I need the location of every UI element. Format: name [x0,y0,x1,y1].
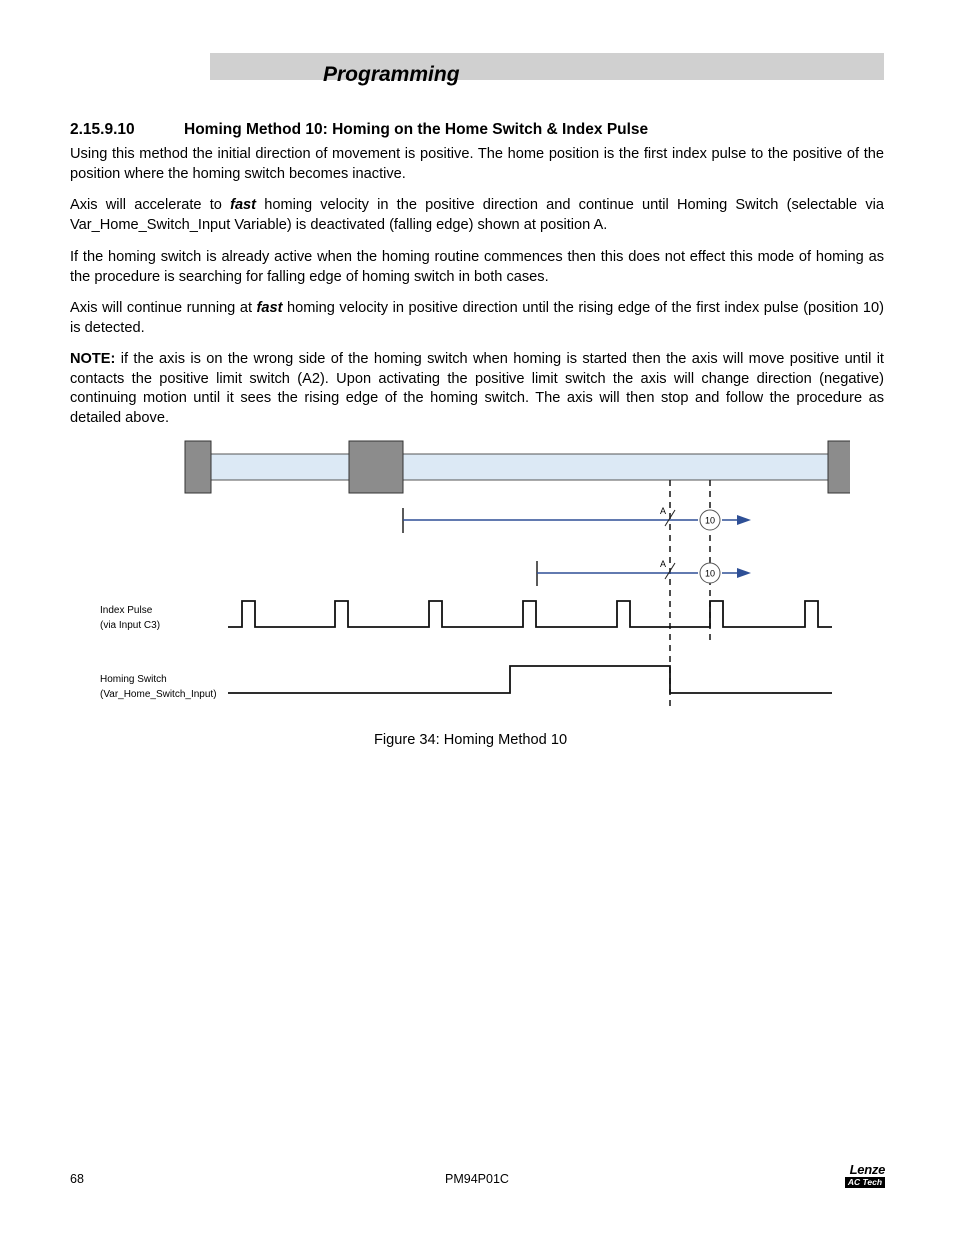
page-number: 68 [70,1172,84,1186]
note-label: NOTE: [70,351,116,367]
index-pulse-label-line-2: (via Input C3) [100,620,161,631]
paragraph-4-text-a: Axis will continue running at [70,300,257,316]
homing-diagram [90,432,850,712]
motion-path-2-marker-a: A [660,559,667,569]
motion-path-2-marker-10: 10 [704,568,716,579]
paragraph-2-emphasis: fast [230,197,257,213]
section-heading [70,121,884,139]
negative-limit-switch-block [185,441,211,493]
document-id: PM94P01C [445,1172,509,1186]
motion-path-2-slash [665,563,675,579]
home-switch-block [349,441,403,493]
motion-path-1-marker-10: 10 [704,515,716,526]
index-pulse-waveform [228,601,832,627]
lenze-logo [843,1163,885,1188]
homing-switch-waveform [228,666,832,693]
note-paragraph [70,350,884,428]
index-pulse-label-line-1: Index Pulse [100,605,153,616]
section-number: 2.15.9.10 [70,121,135,138]
paragraph-4-emphasis: fast [256,300,283,316]
paragraph-1: Using this method the initial direction of movement is positive. The home position is the first index pulse to the positive of the position where the homing switch becomes inactive. [70,146,884,182]
homing-switch-label-line-2: (Var_Home_Switch_Input) [100,689,217,700]
motion-path-1-arrowhead [737,515,751,525]
paragraph-2 [70,196,884,235]
paragraph-4 [70,299,884,338]
homing-switch-label-line-1: Homing Switch [100,674,167,685]
logo-wordmark: Lenze [849,1162,885,1177]
header-bar [210,53,884,80]
page-title: Programming [323,63,460,86]
section-title: Homing Method 10: Homing on the Home Switch & Index Pulse [184,121,649,138]
paragraph-2-text-b: homing velocity in the positive direction and continue until Homing Switch (selectable via Var_Home_Switch_Input Variable) is deactivated (falling edge) shown at position A. [70,197,885,233]
positive-limit-switch-block [828,441,850,493]
figure-caption: Figure 34: Homing Method 10 [374,732,568,748]
travel-rail [210,454,830,480]
motion-path-1-slash [665,510,675,526]
paragraph-2-text-a: Axis will accelerate to [70,197,231,213]
motion-path-2-arrowhead [737,568,751,578]
note-text: if the axis is on the wrong side of the homing switch when homing is started then the axis will move positive until it contacts the positive limit switch (A2). Upon activating the positive limit switch the axis will change direction (negative) continuing motion until it sees the rising edge of the homing switch. The axis will then stop and follow the procedure as detailed above. [70,351,884,426]
paragraph-3: If the homing switch is already active when the homing routine commences then this does not effect this mode of homing as the procedure is searching for falling edge of homing switch in both cases. [70,249,884,285]
logo-subtitle: AC Tech [845,1177,885,1188]
paragraph-4-text-b: homing velocity in positive direction until the rising edge of the first index pulse (position 10) is detected. [70,300,884,336]
motion-path-1-marker-a: A [660,506,667,516]
